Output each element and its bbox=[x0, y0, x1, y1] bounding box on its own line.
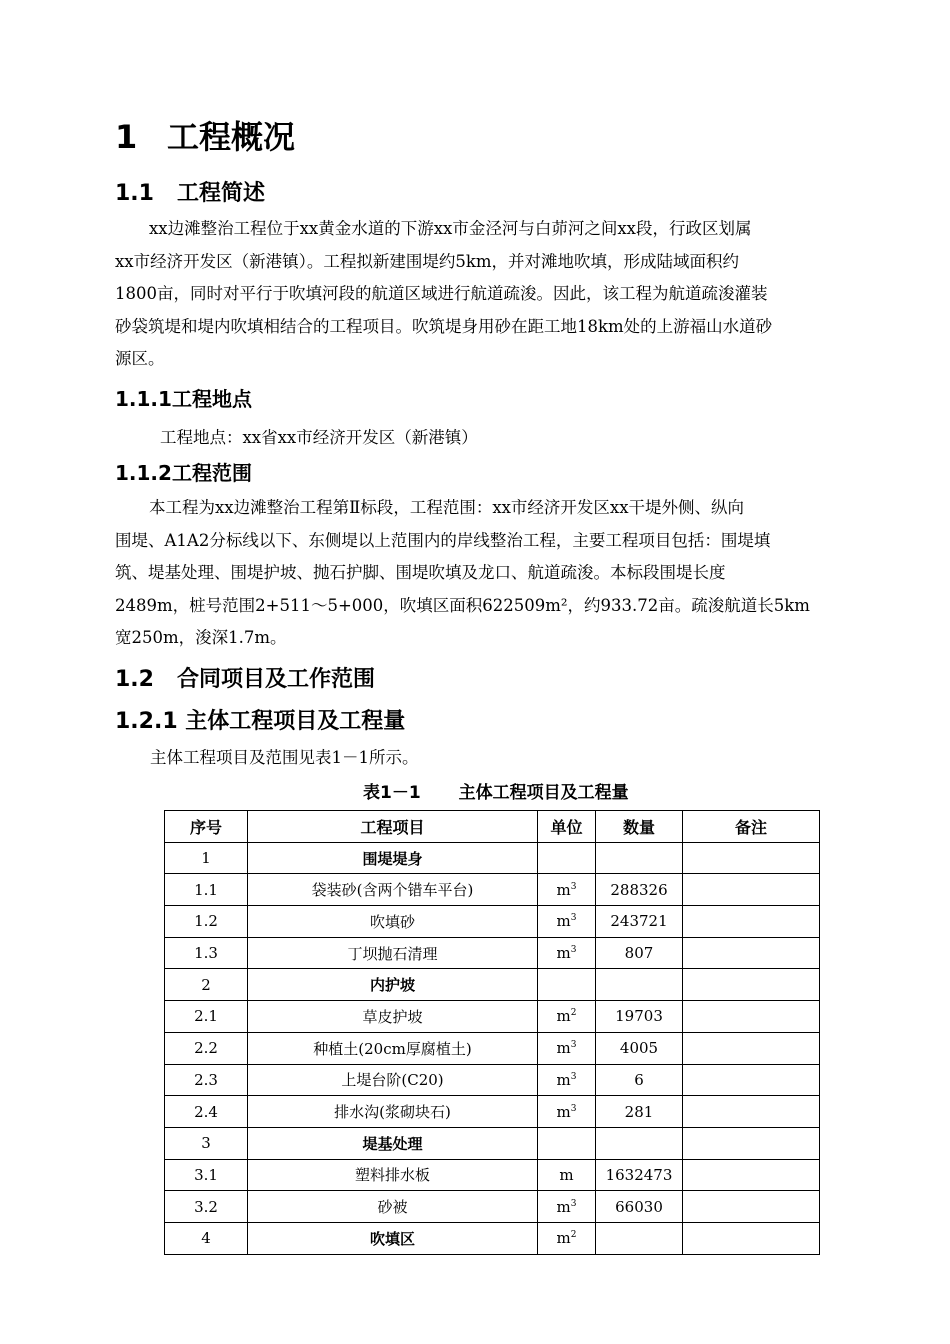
note-cell bbox=[683, 1191, 820, 1223]
unit-exponent: 3 bbox=[570, 945, 577, 956]
unit-cell bbox=[538, 1032, 596, 1064]
note-cell bbox=[683, 1001, 820, 1033]
unit-cell bbox=[538, 1159, 596, 1191]
table-caption-title: 主体工程项目及工程量 bbox=[458, 783, 629, 803]
unit-text: m bbox=[556, 944, 571, 963]
unit-cell bbox=[538, 969, 596, 1001]
table-caption bbox=[363, 778, 629, 803]
paragraph-line: xx市经济开发区（新港镇）。工程拟新建围堤约5km，并对滩地吹填，形成陆域面积约 bbox=[115, 251, 740, 271]
row-number-cell: 3.2 bbox=[165, 1191, 248, 1223]
paragraph-line: 筑、堤基处理、围堤护坡、抛石护脚、围堤吹填及龙口、航道疏浚。本标段围堤长度 bbox=[115, 563, 726, 582]
unit-exponent: 3 bbox=[570, 881, 577, 892]
unit-cell bbox=[538, 874, 596, 906]
note-cell bbox=[683, 937, 820, 969]
paragraph-line: 砂袋筑堤和堤内吹填相结合的工程项目。吹筑堤身用砂在距工地18km处的上游福山水道砂 bbox=[115, 316, 773, 336]
quantity-cell: 807 bbox=[596, 937, 683, 969]
item-cell: 围堤堤身 bbox=[248, 842, 538, 874]
paragraph-scope bbox=[115, 492, 870, 655]
row-number-cell: 1.2 bbox=[165, 906, 248, 938]
unit-exponent: 2 bbox=[570, 1008, 577, 1019]
row-number-cell: 2.4 bbox=[165, 1096, 248, 1128]
item-cell: 草皮护坡 bbox=[248, 1001, 538, 1033]
unit-text: m bbox=[556, 1070, 571, 1089]
row-number-cell: 2 bbox=[165, 969, 248, 1001]
table-row bbox=[165, 1222, 820, 1254]
item-cell: 内护坡 bbox=[248, 969, 538, 1001]
paragraph-line: 1800亩，同时对平行于吹填河段的航道区域进行航道疏浚。因此，该工程为航道疏浚灌装 bbox=[115, 284, 768, 303]
unit-cell bbox=[538, 842, 596, 874]
quantity-cell bbox=[596, 1222, 683, 1254]
quantity-cell: 4005 bbox=[596, 1032, 683, 1064]
section-title: 合同项目及工作范围 bbox=[177, 667, 376, 692]
quantity-cell: 281 bbox=[596, 1096, 683, 1128]
unit-exponent: 3 bbox=[570, 913, 577, 924]
note-cell bbox=[683, 1159, 820, 1191]
table-row bbox=[165, 1127, 820, 1159]
quantity-table bbox=[164, 810, 820, 1255]
location-text: 工程地点：xx省xx市经济开发区（新港镇） bbox=[160, 428, 478, 447]
table-row bbox=[165, 1001, 820, 1033]
item-cell: 丁坝抛石清理 bbox=[248, 937, 538, 969]
section-heading-1-2 bbox=[115, 662, 375, 693]
row-number-cell: 1 bbox=[165, 842, 248, 874]
quantity-cell bbox=[596, 842, 683, 874]
table-row bbox=[165, 842, 820, 874]
note-cell bbox=[683, 842, 820, 874]
unit-cell bbox=[538, 1001, 596, 1033]
note-cell bbox=[683, 1222, 820, 1254]
item-cell: 塑料排水板 bbox=[248, 1159, 538, 1191]
unit-text: m bbox=[556, 1007, 571, 1026]
header-cell: 工程项目 bbox=[248, 811, 538, 843]
item-cell: 堤基处理 bbox=[248, 1127, 538, 1159]
unit-cell bbox=[538, 1191, 596, 1223]
item-cell: 吹填区 bbox=[248, 1222, 538, 1254]
row-number-cell: 1.1 bbox=[165, 874, 248, 906]
table-row bbox=[165, 1191, 820, 1223]
unit-text: m bbox=[556, 1102, 571, 1121]
unit-cell bbox=[538, 1127, 596, 1159]
table-row bbox=[165, 969, 820, 1001]
header-cell: 数量 bbox=[596, 811, 683, 843]
unit-text: m bbox=[556, 1039, 571, 1058]
table-caption-number: 表1－1 bbox=[363, 783, 421, 803]
row-number-cell: 4 bbox=[165, 1222, 248, 1254]
paragraph-line: xx边滩整治工程位于xx黄金水道的下游xx市金泾河与白茆河之间xx段，行政区划属 bbox=[149, 219, 752, 238]
quantity-cell: 66030 bbox=[596, 1191, 683, 1223]
row-number-cell: 3 bbox=[165, 1127, 248, 1159]
row-number-cell: 2.2 bbox=[165, 1032, 248, 1064]
table-row bbox=[165, 874, 820, 906]
item-cell: 排水沟(浆砌块石) bbox=[248, 1096, 538, 1128]
unit-text: m bbox=[556, 1197, 571, 1216]
subsection-heading-1-1-2: 1.1.2工程范围 bbox=[115, 461, 252, 485]
unit-cell bbox=[538, 1096, 596, 1128]
unit-text: m bbox=[556, 1229, 571, 1248]
note-cell bbox=[683, 1064, 820, 1096]
table-row bbox=[165, 937, 820, 969]
item-cell: 上堤台阶(C20) bbox=[248, 1064, 538, 1096]
unit-exponent: 3 bbox=[570, 1103, 577, 1114]
quantity-cell: 1632473 bbox=[596, 1159, 683, 1191]
row-number-cell: 1.3 bbox=[165, 937, 248, 969]
table-row bbox=[165, 906, 820, 938]
unit-cell bbox=[538, 1222, 596, 1254]
quantity-cell: 6 bbox=[596, 1064, 683, 1096]
unit-exponent: 3 bbox=[570, 1071, 577, 1082]
item-cell: 种植土(20cm厚腐植土) bbox=[248, 1032, 538, 1064]
paragraph-line: 源区。 bbox=[115, 349, 165, 368]
unit-text: m bbox=[556, 912, 571, 931]
quantity-cell: 243721 bbox=[596, 906, 683, 938]
subsection-heading-1-1-1: 1.1.1工程地点 bbox=[115, 387, 252, 411]
unit-cell bbox=[538, 906, 596, 938]
note-cell bbox=[683, 874, 820, 906]
table-row bbox=[165, 1096, 820, 1128]
note-cell bbox=[683, 1096, 820, 1128]
chapter-title: 工程概况 bbox=[167, 118, 296, 156]
section-heading-1-1 bbox=[115, 176, 265, 207]
note-cell bbox=[683, 1127, 820, 1159]
unit-cell bbox=[538, 1064, 596, 1096]
table-row bbox=[165, 1064, 820, 1096]
unit-exponent: 2 bbox=[570, 1230, 577, 1241]
item-cell: 袋装砂(含两个错车平台) bbox=[248, 874, 538, 906]
unit-exponent: 3 bbox=[570, 1198, 577, 1209]
note-cell bbox=[683, 969, 820, 1001]
item-cell: 吹填砂 bbox=[248, 906, 538, 938]
quantity-cell: 19703 bbox=[596, 1001, 683, 1033]
subsection-heading-1-2-1: 1.2.1 主体工程项目及工程量 bbox=[115, 709, 406, 734]
header-cell: 序号 bbox=[165, 811, 248, 843]
paragraph-line: 2489m，桩号范围2+511～5+000，吹填区面积622509m²，约933.72亩。疏浚航道长5km bbox=[115, 595, 810, 615]
chapter-heading bbox=[115, 112, 295, 158]
paragraph-line: 本工程为xx边滩整治工程第Ⅱ标段，工程范围：xx市经济开发区xx干堤外侧、纵向 bbox=[149, 498, 745, 517]
item-cell: 砂被 bbox=[248, 1191, 538, 1223]
quantity-cell bbox=[596, 969, 683, 1001]
paragraph-line: 宽250m，浚深1.7m。 bbox=[115, 628, 287, 647]
section-title: 工程简述 bbox=[177, 181, 266, 206]
quantity-cell: 288326 bbox=[596, 874, 683, 906]
section-number: 1.1 bbox=[115, 181, 154, 206]
paragraph-overview bbox=[115, 213, 870, 376]
table-row bbox=[165, 1032, 820, 1064]
unit-text: m bbox=[556, 880, 571, 899]
unit-exponent: 3 bbox=[570, 1040, 577, 1051]
chapter-number: 1 bbox=[115, 118, 138, 156]
header-cell: 备注 bbox=[683, 811, 820, 843]
note-cell bbox=[683, 1032, 820, 1064]
unit-cell bbox=[538, 937, 596, 969]
row-number-cell: 3.1 bbox=[165, 1159, 248, 1191]
note-cell bbox=[683, 906, 820, 938]
header-cell: 单位 bbox=[538, 811, 596, 843]
row-number-cell: 2.1 bbox=[165, 1001, 248, 1033]
paragraph-line: 围堤、A1A2分标线以下、东侧堤以上范围内的岸线整治工程，主要工程项目包括：围堤填 bbox=[115, 530, 771, 550]
unit-text: m bbox=[559, 1165, 574, 1184]
table-header-row bbox=[165, 811, 820, 843]
row-number-cell: 2.3 bbox=[165, 1064, 248, 1096]
quantity-cell bbox=[596, 1127, 683, 1159]
table-row bbox=[165, 1159, 820, 1191]
table-reference-text: 主体工程项目及范围见表1－1所示。 bbox=[150, 748, 419, 767]
section-number: 1.2 bbox=[115, 667, 154, 692]
